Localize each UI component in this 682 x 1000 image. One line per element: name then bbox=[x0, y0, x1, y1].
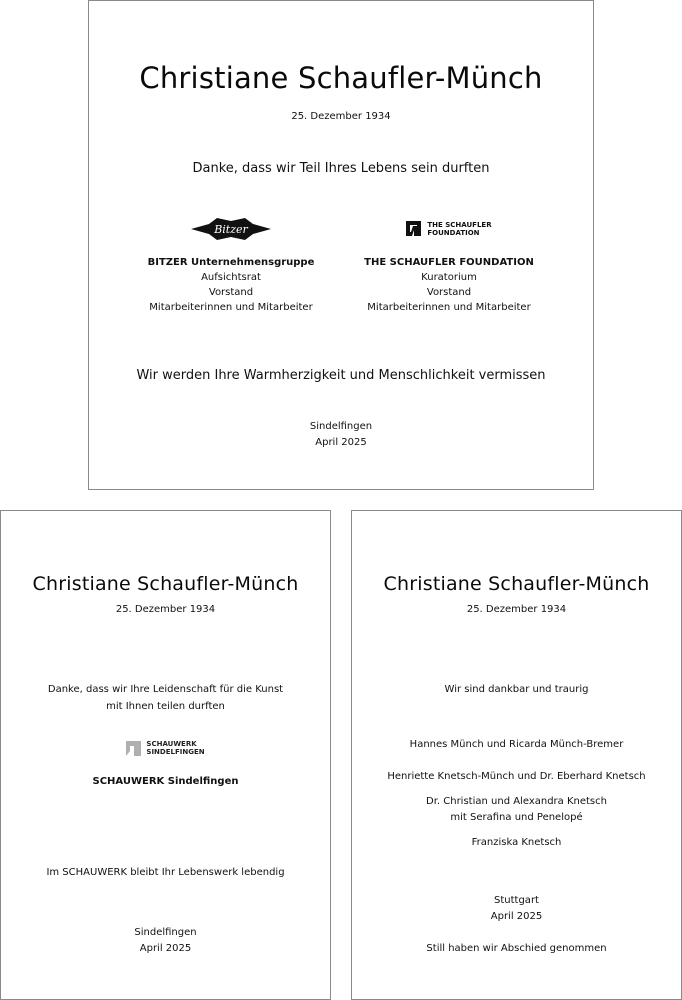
obituary-notice-schauwerk bbox=[0, 510, 331, 1000]
logo-text: SINDELFINGEN bbox=[146, 748, 205, 756]
logo-text: SCHAUWERK bbox=[146, 740, 197, 748]
place: Stuttgart bbox=[494, 895, 539, 906]
org-title: BITZER Unternehmensgruppe bbox=[147, 257, 315, 268]
logo-text: FOUNDATION bbox=[427, 229, 480, 237]
month: April 2025 bbox=[490, 911, 543, 922]
place: Sindelfingen bbox=[309, 421, 373, 432]
logo-text: THE SCHAUFLER bbox=[427, 221, 492, 229]
org-title: SCHAUWERK Sindelfingen bbox=[92, 776, 239, 787]
org-line: Aufsichtsrat bbox=[201, 272, 261, 283]
thanks-text: Danke, dass wir Teil Ihres Lebens sein durften bbox=[192, 161, 490, 176]
org-line: Mitarbeiterinnen und Mitarbeiter bbox=[367, 302, 531, 313]
thanks-text: mit Ihnen teilen durften bbox=[106, 701, 225, 712]
schaufler-foundation-logo-icon bbox=[406, 221, 422, 237]
org-column-bitzer bbox=[119, 214, 343, 313]
org-title: THE SCHAUFLER FOUNDATION bbox=[364, 257, 534, 268]
family-member: Dr. Christian und Alexandra Knetsch bbox=[426, 796, 607, 807]
obituary-notice-family bbox=[351, 510, 682, 1000]
closing-text: Im SCHAUWERK bleibt Ihr Lebenswerk lebendig bbox=[46, 867, 285, 878]
deceased-name: Christiane Schaufler-Münch bbox=[383, 573, 650, 595]
bitzer-logo-icon bbox=[191, 214, 271, 244]
obituary-notice-main bbox=[88, 0, 594, 490]
deceased-name: Christiane Schaufler-Münch bbox=[139, 61, 543, 95]
org-line: Vorstand bbox=[426, 287, 472, 298]
date: 25. Dezember 1934 bbox=[466, 604, 567, 615]
family-member: Hannes Münch und Ricarda Münch-Bremer bbox=[409, 739, 624, 750]
date: 25. Dezember 1934 bbox=[115, 604, 216, 615]
schauwerk-logo-icon bbox=[126, 741, 141, 756]
org-line: Mitarbeiterinnen und Mitarbeiter bbox=[149, 302, 313, 313]
closing-text: Still haben wir Abschied genommen bbox=[426, 943, 607, 954]
schauwerk-logo bbox=[1, 740, 330, 756]
org-line: Vorstand bbox=[208, 287, 254, 298]
family-member: mit Serafina und Penelopé bbox=[450, 812, 583, 823]
family-member: Franziska Knetsch bbox=[471, 837, 562, 848]
intro-text: Wir sind dankbar und traurig bbox=[444, 684, 589, 695]
svg-text:Bitzer: Bitzer bbox=[214, 223, 248, 236]
month: April 2025 bbox=[315, 437, 367, 448]
month: April 2025 bbox=[139, 943, 192, 954]
thanks-text: Danke, dass wir Ihre Leidenschaft für die Kunst bbox=[47, 684, 284, 695]
org-line: Kuratorium bbox=[421, 272, 477, 283]
place: Sindelfingen bbox=[134, 927, 197, 938]
deceased-name: Christiane Schaufler-Münch bbox=[32, 573, 299, 595]
org-column-schaufler-foundation bbox=[349, 219, 549, 313]
closing-text: Wir werden Ihre Warmherzigkeit und Menschlichkeit vermissen bbox=[136, 368, 546, 383]
date: 25. Dezember 1934 bbox=[291, 111, 391, 122]
family-member: Henriette Knetsch-Münch und Dr. Eberhard Knetsch bbox=[387, 771, 646, 782]
